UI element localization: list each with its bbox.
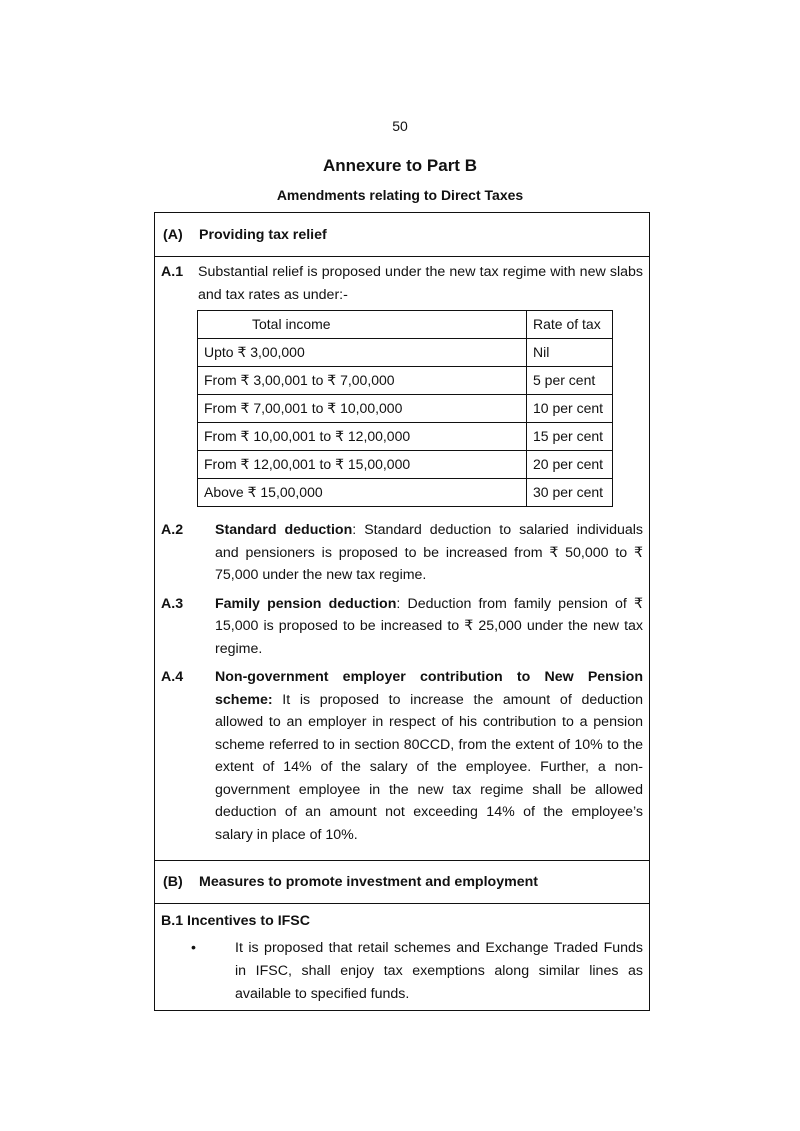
page-subtitle: Amendments relating to Direct Taxes (276, 187, 524, 203)
item-title: Incentives to IFSC (187, 913, 311, 929)
section-a-body (155, 257, 649, 860)
item-text: : Deduction from family pension of ₹ 15,000 is proposed to be increased to ₹ 25,000 under the new tax regime. (215, 595, 643, 657)
table-row (198, 339, 613, 367)
table-row (198, 423, 613, 451)
item-a1 (161, 261, 643, 513)
income-cell: Above ₹ 15,00,000 (198, 479, 527, 507)
item-text: It is proposed to increase the amount of deduction allowed to an employer in respect of his contribution to a pension scheme referred to in section 80CCD, from the extent of 10% to the extent of 14% of the salary of the employee. Further, a non-government employee in the new tax regime shall be allowed deduction of an amount not exceeding 14% of the employee’s salary in place of 10%. (215, 691, 643, 843)
income-cell: From ₹ 3,00,001 to ₹ 7,00,000 (198, 367, 527, 395)
item-a4 (161, 666, 643, 846)
bullet-item (161, 937, 643, 1006)
item-number: B.1 (161, 913, 184, 929)
tax-slab-table (197, 310, 613, 507)
table-row (198, 395, 613, 423)
item-text: : Standard deduction to salaried individuals and pensioners is proposed to be increased from ₹ 50,000 to ₹ 75,000 under the new tax regime. (215, 522, 643, 583)
section-b-title: Measures to promote investment and employment (199, 874, 538, 890)
section-b-label: (B) (163, 874, 183, 890)
amendments-box (154, 212, 650, 1011)
item-bold-heading: Standard deduction (215, 522, 353, 538)
income-cell: From ₹ 12,00,001 to ₹ 15,00,000 (198, 451, 527, 479)
bullet-text: It is proposed that retail schemes and Exchange Traded Funds in IFSC, shall enjoy tax exemptions along similar lines as available to specified funds. (235, 940, 643, 1002)
page-number: 50 (392, 118, 408, 134)
rate-cell: 30 per cent (527, 479, 613, 507)
income-cell: Upto ₹ 3,00,000 (198, 339, 527, 367)
section-a-title: Providing tax relief (199, 226, 327, 243)
item-text: Substantial relief is proposed under the new tax regime with new slabs and tax rates as under:- (198, 264, 643, 303)
rate-cell: 10 per cent (527, 395, 613, 423)
item-number: A.3 (161, 595, 184, 612)
section-a-heading (155, 213, 649, 257)
item-bold-heading: Non-government employer contribution to New Pension scheme: (215, 669, 643, 708)
table-row (198, 479, 613, 507)
section-a-label: (A) (163, 226, 183, 243)
column-header-total-income: Total income (198, 311, 527, 339)
item-bold-heading: Family pension deduction (215, 595, 397, 612)
page-title: Annexure to Part B (323, 156, 477, 175)
item-a2 (161, 519, 643, 587)
table-row (198, 451, 613, 479)
income-cell: From ₹ 7,00,001 to ₹ 10,00,000 (198, 395, 527, 423)
rate-cell: Nil (527, 339, 613, 367)
item-number: A.4 (161, 669, 184, 685)
bullet-icon: • (191, 940, 196, 956)
table-header-row (198, 311, 613, 339)
item-b1-heading (161, 910, 643, 933)
rate-cell: 5 per cent (527, 367, 613, 395)
item-a3 (161, 593, 643, 661)
column-header-rate-of-tax: Rate of tax (527, 311, 613, 339)
section-b-body (155, 904, 649, 1010)
table-row (198, 367, 613, 395)
rate-cell: 15 per cent (527, 423, 613, 451)
rate-cell: 20 per cent (527, 451, 613, 479)
income-cell: From ₹ 10,00,001 to ₹ 12,00,000 (198, 423, 527, 451)
item-number: A.1 (161, 264, 184, 280)
item-number: A.2 (161, 522, 184, 538)
section-b-heading (155, 860, 649, 904)
